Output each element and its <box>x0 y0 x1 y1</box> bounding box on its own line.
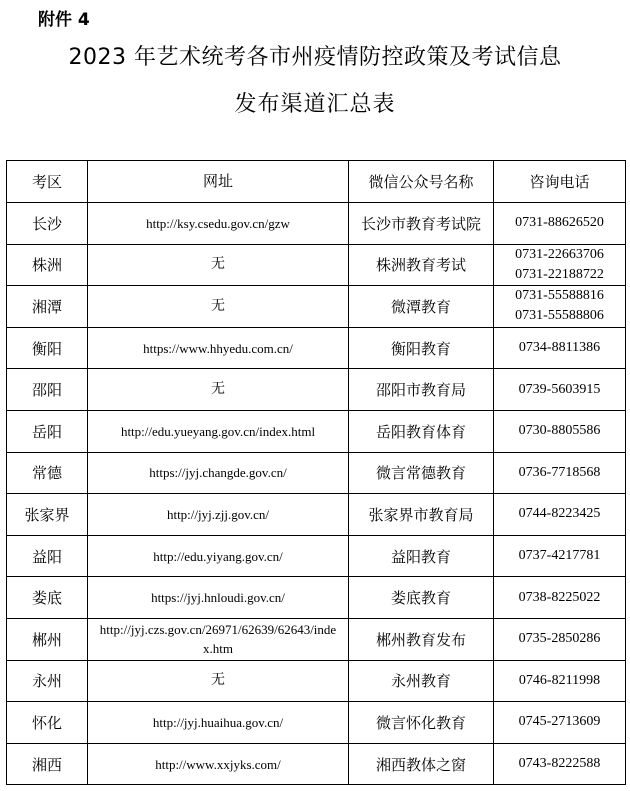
cell-wechat: 张家界市教育局 <box>349 494 494 536</box>
phone-number: 0743-8222588 <box>518 756 601 772</box>
table-row <box>7 702 626 744</box>
cell-phone <box>494 660 626 702</box>
cell-area: 株洲 <box>7 244 88 286</box>
cell-url: 无 <box>88 660 349 702</box>
page-title-line-1: 2023 年艺术统考各市州疫情防控政策及考试信息 <box>68 45 562 70</box>
cell-phone <box>494 369 626 411</box>
cell-area: 张家界 <box>7 494 88 536</box>
phone-number: 0731-22663706 <box>515 246 604 262</box>
cell-phone <box>494 743 626 785</box>
table-row <box>7 244 626 286</box>
cell-area: 长沙 <box>7 203 88 245</box>
cell-wechat: 株洲教育考试 <box>349 244 494 286</box>
cell-url: 无 <box>88 244 349 286</box>
phone-number: 0746-8211998 <box>518 672 601 688</box>
cell-url: http://edu.yueyang.gov.cn/index.html <box>88 410 349 452</box>
cell-url: http://jyj.zjj.gov.cn/ <box>88 494 349 536</box>
cell-phone <box>494 410 626 452</box>
phone-number: 0731-22188722 <box>515 266 604 282</box>
header-url: 网址 <box>88 161 349 203</box>
cell-area: 湘潭 <box>7 286 88 328</box>
phone-number: 0739-5603915 <box>518 381 601 397</box>
table-row <box>7 494 626 536</box>
cell-phone <box>494 203 626 245</box>
cell-url: http://jyj.czs.gov.cn/26971/62639/62643/index.htm <box>88 618 349 660</box>
cell-url: 无 <box>88 369 349 411</box>
phone-number: 0737-4217781 <box>518 548 601 564</box>
cell-wechat: 益阳教育 <box>349 535 494 577</box>
info-table <box>6 160 626 785</box>
cell-phone <box>494 244 626 286</box>
table-row <box>7 618 626 660</box>
cell-area: 岳阳 <box>7 410 88 452</box>
cell-phone <box>494 577 626 619</box>
cell-area: 怀化 <box>7 702 88 744</box>
table-row <box>7 327 626 369</box>
table-row <box>7 743 626 785</box>
header-wechat: 微信公众号名称 <box>349 161 494 203</box>
cell-url: http://ksy.csedu.gov.cn/gzw <box>88 203 349 245</box>
header-area: 考区 <box>7 161 88 203</box>
cell-url: http://jyj.huaihua.gov.cn/ <box>88 702 349 744</box>
phone-number: 0731-55588806 <box>515 308 604 324</box>
phone-number: 0738-8225022 <box>518 589 601 605</box>
cell-url: 无 <box>88 286 349 328</box>
cell-wechat: 邵阳市教育局 <box>349 369 494 411</box>
cell-area: 娄底 <box>7 577 88 619</box>
header-phone: 咨询电话 <box>494 161 626 203</box>
cell-area: 湘西 <box>7 743 88 785</box>
phone-number: 0735-2850286 <box>518 631 601 647</box>
cell-url: https://jyj.hnloudi.gov.cn/ <box>88 577 349 619</box>
cell-area: 益阳 <box>7 535 88 577</box>
phone-number: 0730-8805586 <box>518 423 601 439</box>
cell-area: 常德 <box>7 452 88 494</box>
cell-phone <box>494 327 626 369</box>
cell-phone <box>494 494 626 536</box>
attachment-label: 附件 4 <box>38 10 90 30</box>
cell-wechat: 衡阳教育 <box>349 327 494 369</box>
cell-wechat: 长沙市教育考试院 <box>349 203 494 245</box>
cell-url: https://jyj.changde.gov.cn/ <box>88 452 349 494</box>
cell-url: http://www.xxjyks.com/ <box>88 743 349 785</box>
cell-wechat: 岳阳教育体育 <box>349 410 494 452</box>
cell-area: 衡阳 <box>7 327 88 369</box>
cell-phone <box>494 535 626 577</box>
cell-wechat: 微言常德教育 <box>349 452 494 494</box>
cell-wechat: 微潭教育 <box>349 286 494 328</box>
table-row <box>7 535 626 577</box>
cell-area: 邵阳 <box>7 369 88 411</box>
phone-number: 0744-8223425 <box>518 506 601 522</box>
phone-number: 0734-8811386 <box>518 340 601 356</box>
cell-url: https://www.hhyedu.com.cn/ <box>88 327 349 369</box>
table-row <box>7 660 626 702</box>
page-title-line-2: 发布渠道汇总表 <box>234 92 396 117</box>
cell-area: 永州 <box>7 660 88 702</box>
phone-number: 0745-2713609 <box>518 714 601 730</box>
table-row <box>7 452 626 494</box>
table-row <box>7 369 626 411</box>
cell-phone <box>494 702 626 744</box>
cell-wechat: 郴州教育发布 <box>349 618 494 660</box>
phone-number: 0731-88626520 <box>515 215 604 231</box>
table-row <box>7 410 626 452</box>
cell-wechat: 湘西教体之窗 <box>349 743 494 785</box>
cell-wechat: 微言怀化教育 <box>349 702 494 744</box>
table-row <box>7 577 626 619</box>
phone-number: 0731-55588816 <box>515 288 604 304</box>
cell-phone <box>494 452 626 494</box>
phone-number: 0736-7718568 <box>518 464 601 480</box>
table-row <box>7 286 626 328</box>
cell-url: http://edu.yiyang.gov.cn/ <box>88 535 349 577</box>
table-header-row <box>7 161 626 203</box>
cell-wechat: 永州教育 <box>349 660 494 702</box>
cell-phone <box>494 286 626 328</box>
cell-phone <box>494 618 626 660</box>
cell-wechat: 娄底教育 <box>349 577 494 619</box>
table-row <box>7 203 626 245</box>
cell-area: 郴州 <box>7 618 88 660</box>
